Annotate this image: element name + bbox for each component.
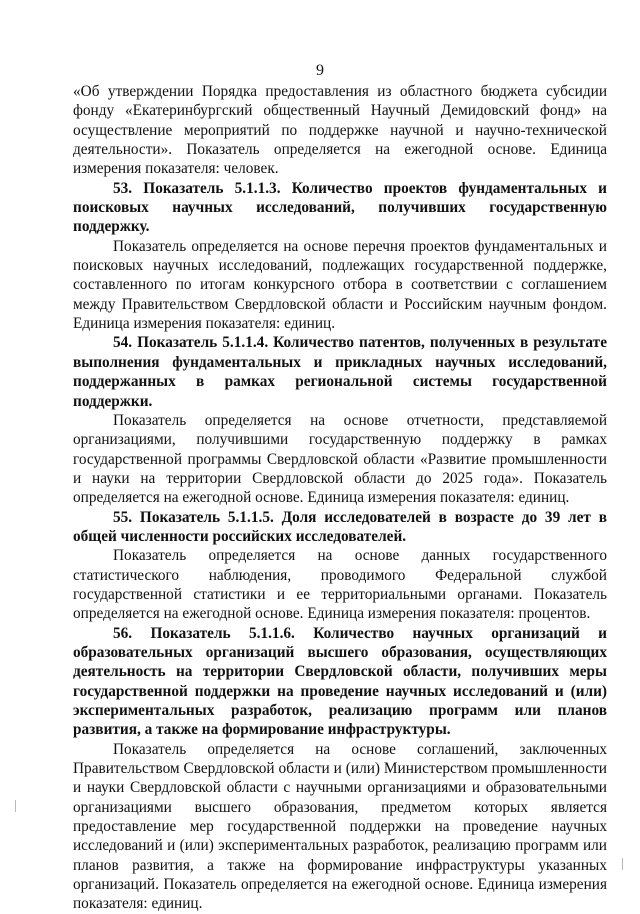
indicator-heading-55: 55. Показатель 5.1.1.5. Доля исследователей в возрасте до 39 лет в общей численности российских исследователей. <box>73 508 607 545</box>
scan-mark-right <box>622 858 623 870</box>
indicator-heading-56: 56. Показатель 5.1.1.6. Количество научных организаций и образовательных организаций высшего образования, осуществляющих деятельность на территории Свердловской области, получивших меры государственной поддержки на проведение научных исследований и (или) экспериментальных разработок, реализацию программ или планов развития, а также на формирование инфраструктуры. <box>73 624 607 739</box>
page-number: 9 <box>316 62 324 79</box>
indicator-description-53: Показатель определяется на основе перечня проектов фундаментальных и поисковых научных исследований, подлежащих государственной поддержке, составленного по итогам конкурсного отбора в соответствии с соглашением между Правительством Свердловской области и Российским научным фондом. Единица измерения показателя: единиц. <box>73 237 607 333</box>
indicator-description-54: Показатель определяется на основе отчетности, представляемой организациями, получившими государственную поддержку в рамках государственной программы Свердловской области «Развитие промышленности и науки на территории Свердловской области до 2025 года». Показатель определяется на ежегодной основе. Единица измерения показателя: единиц. <box>73 411 607 507</box>
indicator-description-56: Показатель определяется на основе соглашений, заключенных Правительством Свердловской области и (или) Министерством промышленности и науки Свердловской области с научными организациями и образовательными организациями высшего образования, предметом которых является предоставление мер государственной поддержки на проведение научных исследований и (или) экспериментальных разработок, реализацию программ или планов развития, а также на формирование инфраструктуры указанных организаций. Показатель определяется на ежегодной основе. Единица измерения показателя: единиц. <box>73 740 607 913</box>
scan-mark-left <box>15 800 16 812</box>
indicator-heading-54: 54. Показатель 5.1.1.4. Количество патентов, полученных в результате выполнения фундаментальных и прикладных научных исследований, поддержанных в рамках региональной системы государственной поддержки. <box>73 334 607 410</box>
paragraph-continuation: «Об утверждении Порядка предоставления из областного бюджета субсидии фонду «Екатеринбургский общественный Научный Демидовский фонд» на осуществление мероприятий по поддержке научной и научно-технической деятельности». Показатель определяется на ежегодной основе. Единица измерения показателя: человек. <box>73 83 607 178</box>
indicator-description-55: Показатель определяется на основе данных государственного статистического наблюдения, проводимого Федеральной службой государственной статистики и ее территориальными органами. Показатель определяется на ежегодной основе. Единица измерения показателя: процентов. <box>73 547 607 623</box>
indicator-heading-53: 53. Показатель 5.1.1.3. Количество проектов фундаментальных и поисковых научных исследований, получивших государственную поддержку. <box>73 179 607 236</box>
document-body <box>73 82 607 914</box>
